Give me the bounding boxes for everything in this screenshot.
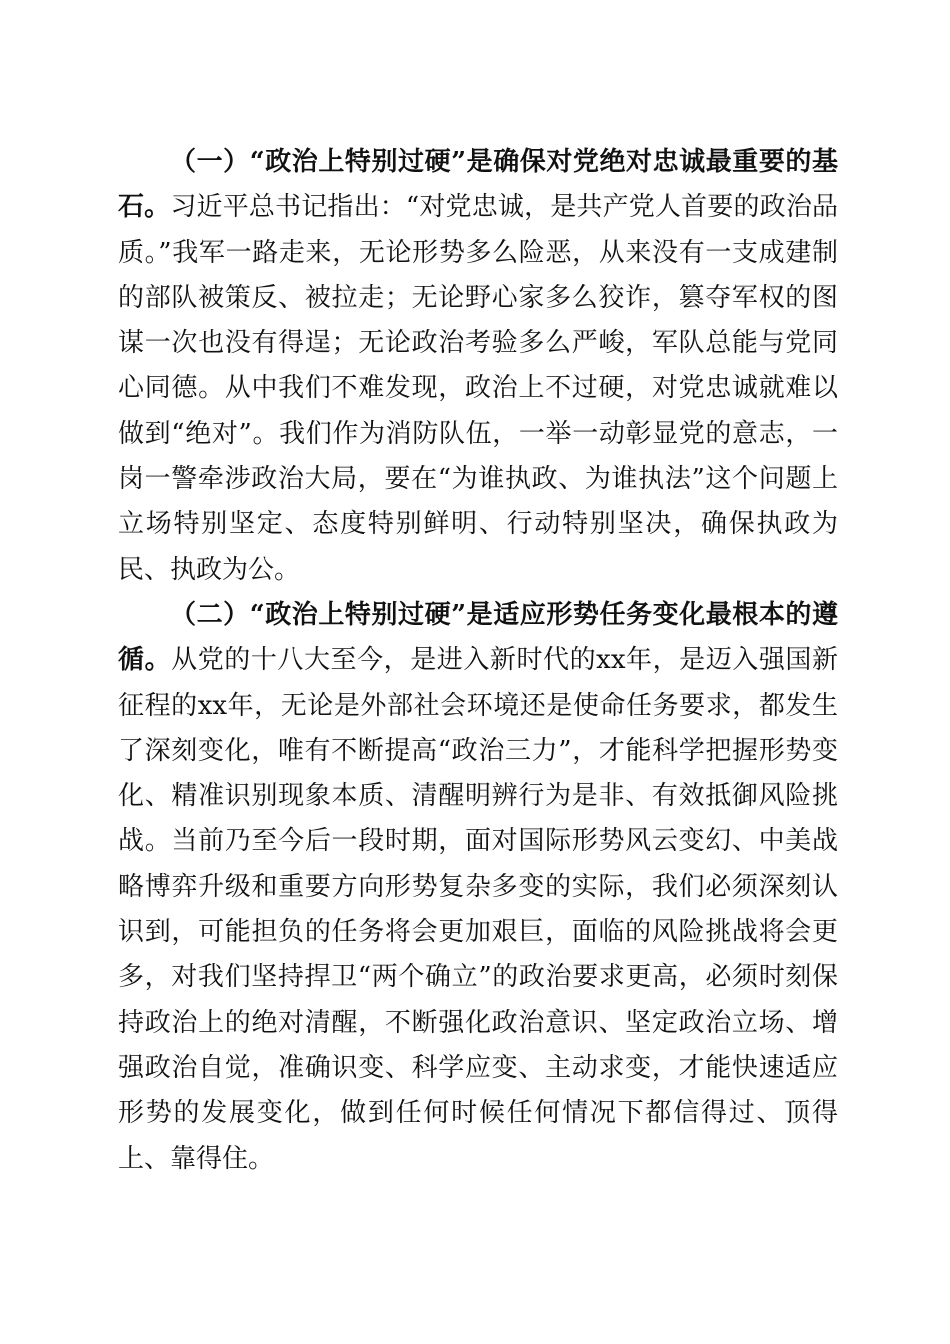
paragraph-2-body: 从党的十八大至今，是进入新时代的xx年，是迈入强国新征程的xx年，无论是外部社会环境还是使命任务要求，都发生了深刻变化，唯有不断提高“政治三力”，才能科学把握形势变化、精准识别现象本质、清醒明辨行为是非、有效抵御风险挑战。当前乃至今后一段时期，面对国际形势风云变幻、中美战略博弈升级和重要方向形势复杂多变的实际，我们必须深刻认识到，可能担负的任务将会更加艰巨，面临的风险挑战将会更多，对我们坚持捍卫“两个确立”的政治要求更高，必须时刻保持政治上的绝对清醒，不断强化政治意识、坚定政治立场、增强政治自觉，准确识变、科学应变、主动求变，才能快速适应形势的发展变化，做到任何时候任何情况下都信得过、顶得上、靠得住。 — [118, 645, 838, 1174]
paragraph-1 — [118, 140, 838, 593]
paragraph-2 — [118, 593, 838, 1182]
paragraph-2-heading: （二）“政治上特别过硬”是适应形势任务变化最根本的遵循。 — [118, 599, 838, 676]
paragraph-1-heading: （一）“政治上特别过硬”是确保对党绝对忠诚最重要的基石。 — [118, 147, 838, 223]
paragraph-1-body: 习近平总书记指出：“对党忠诚，是共产党人首要的政治品质。”我军一路走来，无论形势多么险恶，从来没有一支成建制的部队被策反、被拉走；无论野心家多么狡诈，篡夺军权的图谋一次也没有得逞；无论政治考验多么严峻，军队总能与党同心同德。从中我们不难发现，政治上不过硬，对党忠诚就难以做到“绝对”。我们作为消防队伍，一举一动彰显党的意志，一岗一警牵涉政治大局，要在“为谁执政、为谁执法”这个问题上立场特别坚定、态度特别鲜明、行动特别坚决，确保执政为民、执政为公。 — [118, 192, 838, 585]
document-body — [118, 140, 838, 1182]
